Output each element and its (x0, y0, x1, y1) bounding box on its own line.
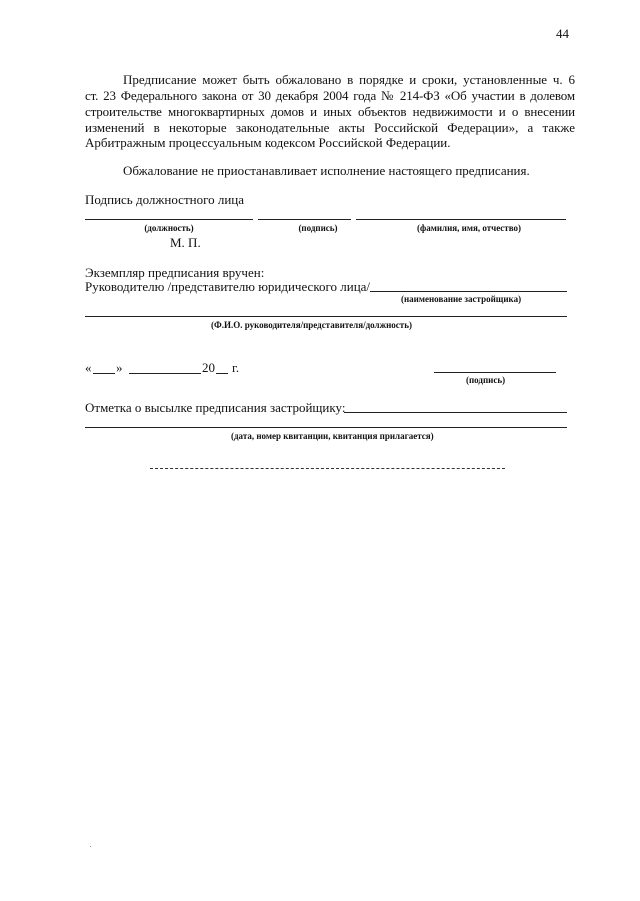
appeal-line-5: Арбитражным процессуальным кодексом Российской Федерации. (85, 135, 451, 150)
caption-signature: (подпись) (298, 223, 338, 233)
position-line (85, 219, 253, 220)
scan-speck (90, 846, 91, 847)
date-year-line (216, 373, 228, 374)
caption-fio: (фамилия, имя, отчество) (416, 223, 522, 233)
developer-name-line (370, 291, 567, 292)
caption-position: (должность) (144, 223, 194, 233)
signature-official-label: Подпись должностного лица (85, 192, 245, 207)
date-open-quote: « (85, 360, 92, 375)
date-month-line (129, 373, 201, 374)
page-number: 44 (556, 26, 569, 41)
date-day-line (93, 373, 115, 374)
seal-mark: М. П. (170, 235, 201, 250)
mailing-note-label: Отметка о высылке предписания застройщику: (85, 400, 346, 415)
caption-developer: (наименование застройщика) (401, 294, 522, 304)
date-close-quote: » (116, 360, 123, 375)
receipt-line (85, 427, 567, 428)
date-year-suffix: г. (232, 360, 240, 375)
no-suspension-text: Обжалование не приостанавливает исполнение настоящего предписания. (123, 163, 530, 178)
signature-line (258, 219, 351, 220)
caption-receipt: (дата, номер квитанции, квитанция прилагается) (231, 431, 434, 441)
signature2-line (434, 372, 556, 373)
mailing-note-line (344, 412, 567, 413)
appeal-line-2: ст. 23 Федерального закона от 30 декабря 2004 года № 214-ФЗ «Об участии в долевом (85, 88, 575, 103)
fio-line (356, 219, 566, 220)
head-fio-line (85, 316, 567, 317)
copy-handed-label: Экземпляр предписания вручен: (85, 265, 265, 280)
appeal-line-4: изменений в некоторые законодательные акты Российской Федерации», а также (85, 120, 575, 135)
to-head-label: Руководителю /представителю юридического лица/ (85, 279, 371, 294)
appeal-line-1: Предписание может быть обжаловано в порядке и сроки, установленные ч. 6 (123, 72, 575, 87)
appeal-line-3: строительстве многоквартирных домов и иных объектов недвижимости и о внесении (85, 104, 575, 119)
caption-signature2: (подпись) (466, 375, 506, 385)
caption-head-fio: (Ф.И.О. руководителя/представителя/должность) (211, 320, 412, 330)
dashed-separator (150, 468, 505, 469)
date-year-prefix: 20 (202, 360, 215, 375)
